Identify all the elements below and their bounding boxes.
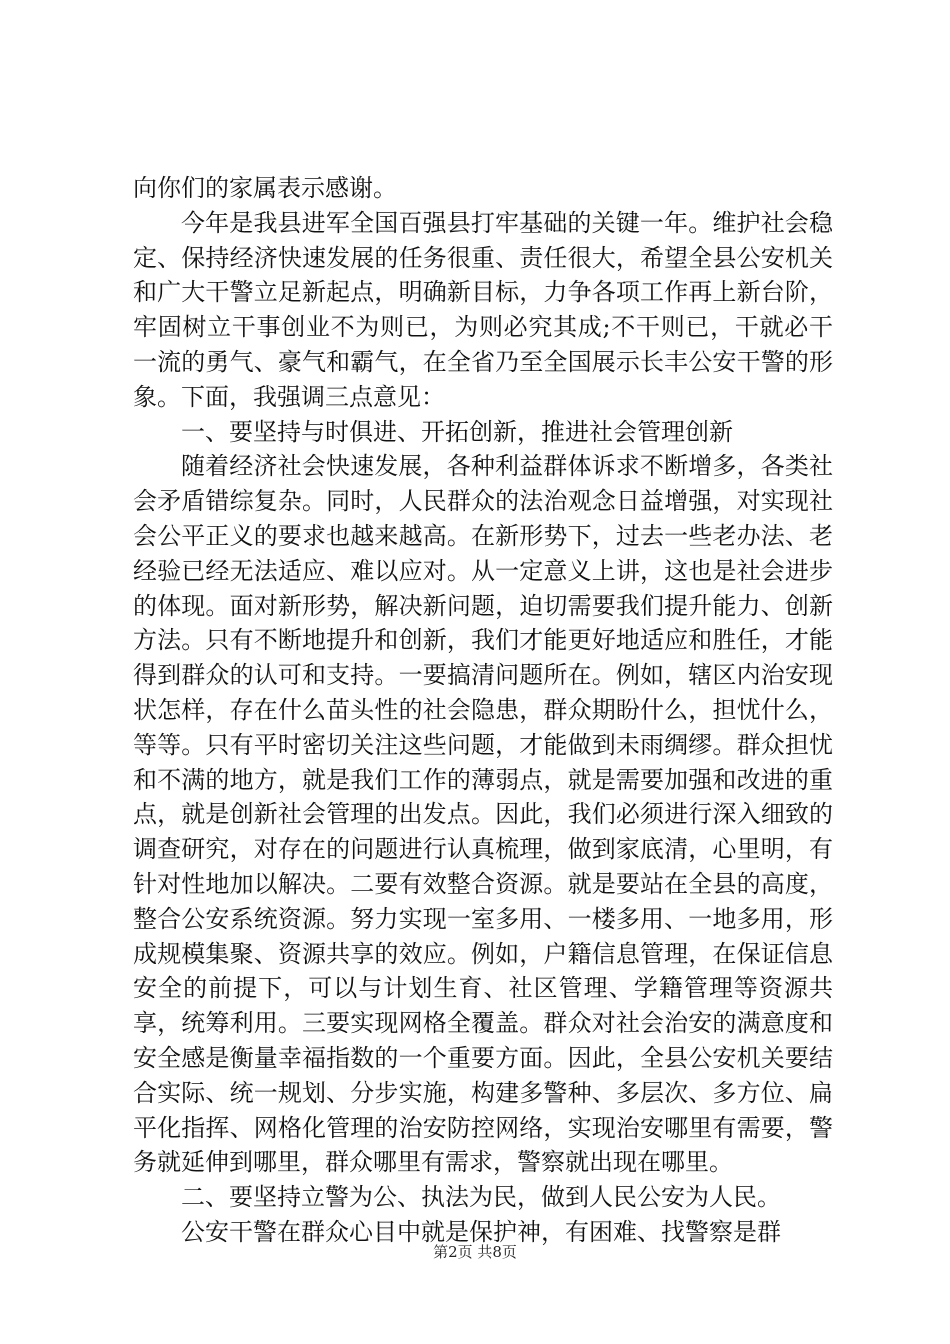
paragraph-intro: 今年是我县进军全国百强县打牢基础的关键一年。维护社会稳定、保持经济快速发展的任务很重、责任很大，希望全县公安机关和广大干警立足新起点，明确新目标，力争各项工作再上新台阶，牢固树立干事创业不为则已，为则必究其成;不干则已，干就必干一流的勇气、豪气和霸气，在全省乃至全国展示长丰公安干警的形象。下面，我强调三点意见： — [133, 208, 833, 411]
section-heading-1: 一、要坚持与时俱进、开拓创新，推进社会管理创新 — [181, 417, 733, 446]
paragraph-section-1: 随着经济社会快速发展，各种利益群体诉求不断增多，各类社会矛盾错综复杂。同时，人民群众的法治观念日益增强，对实现社会公平正义的要求也越来越高。在新形势下，过去一些老办法、老经验已经无法适应、难以应对。从一定意义上讲，这也是社会进步的体现。面对新形势，解决新问题，迫切需要我们提升能力、创新方法。只有不断地提升和创新，我们才能更好地适应和胜任，才能得到群众的认可和支持。一要搞清问题所在。例如，辖区内治安现状怎样，存在什么苗头性的社会隐患，群众期盼什么，担忧什么，等等。只有平时密切关注这些问题，才能做到未雨绸缪。群众担忧和不满的地方，就是我们工作的薄弱点，就是需要加强和改进的重点，就是创新社会管理的出发点。因此，我们必须进行深入细致的调查研究，对存在的问题进行认真梳理，做到家底清，心里明，有针对性地加以解决。二要有效整合资源。就是要站在全县的高度，整合公安系统资源。努力实现一室多用、一楼多用、一地多用，形成规模集聚、资源共享的效应。例如，户籍信息管理，在保证信息安全的前提下，可以与计划生育、社区管理、学籍管理等资源共享，统筹利用。三要实现网格全覆盖。群众对社会治安的满意度和安全感是衡量幸福指数的一个重要方面。因此，全县公安机关要结合实际、统一规划、分步实施，构建多警种、多层次、多方位、扁平化指挥、网格化管理的治安防控网络，实现治安哪里有需要，警务就延伸到哪里，群众哪里有需求，警察就出现在哪里。 — [133, 452, 833, 1177]
page-footer: 第2页 共8页 — [433, 1243, 517, 1261]
paragraph-section-2: 公安干警在群众心目中就是保护神，有困难、找警察是群 — [181, 1217, 781, 1246]
document-body — [133, 171, 833, 1250]
paragraph-continuation: 向你们的家属表示感谢。 — [133, 174, 397, 202]
section-heading-2: 二、要坚持立警为公、执法为民，做到人民公安为人民。 — [181, 1183, 781, 1212]
